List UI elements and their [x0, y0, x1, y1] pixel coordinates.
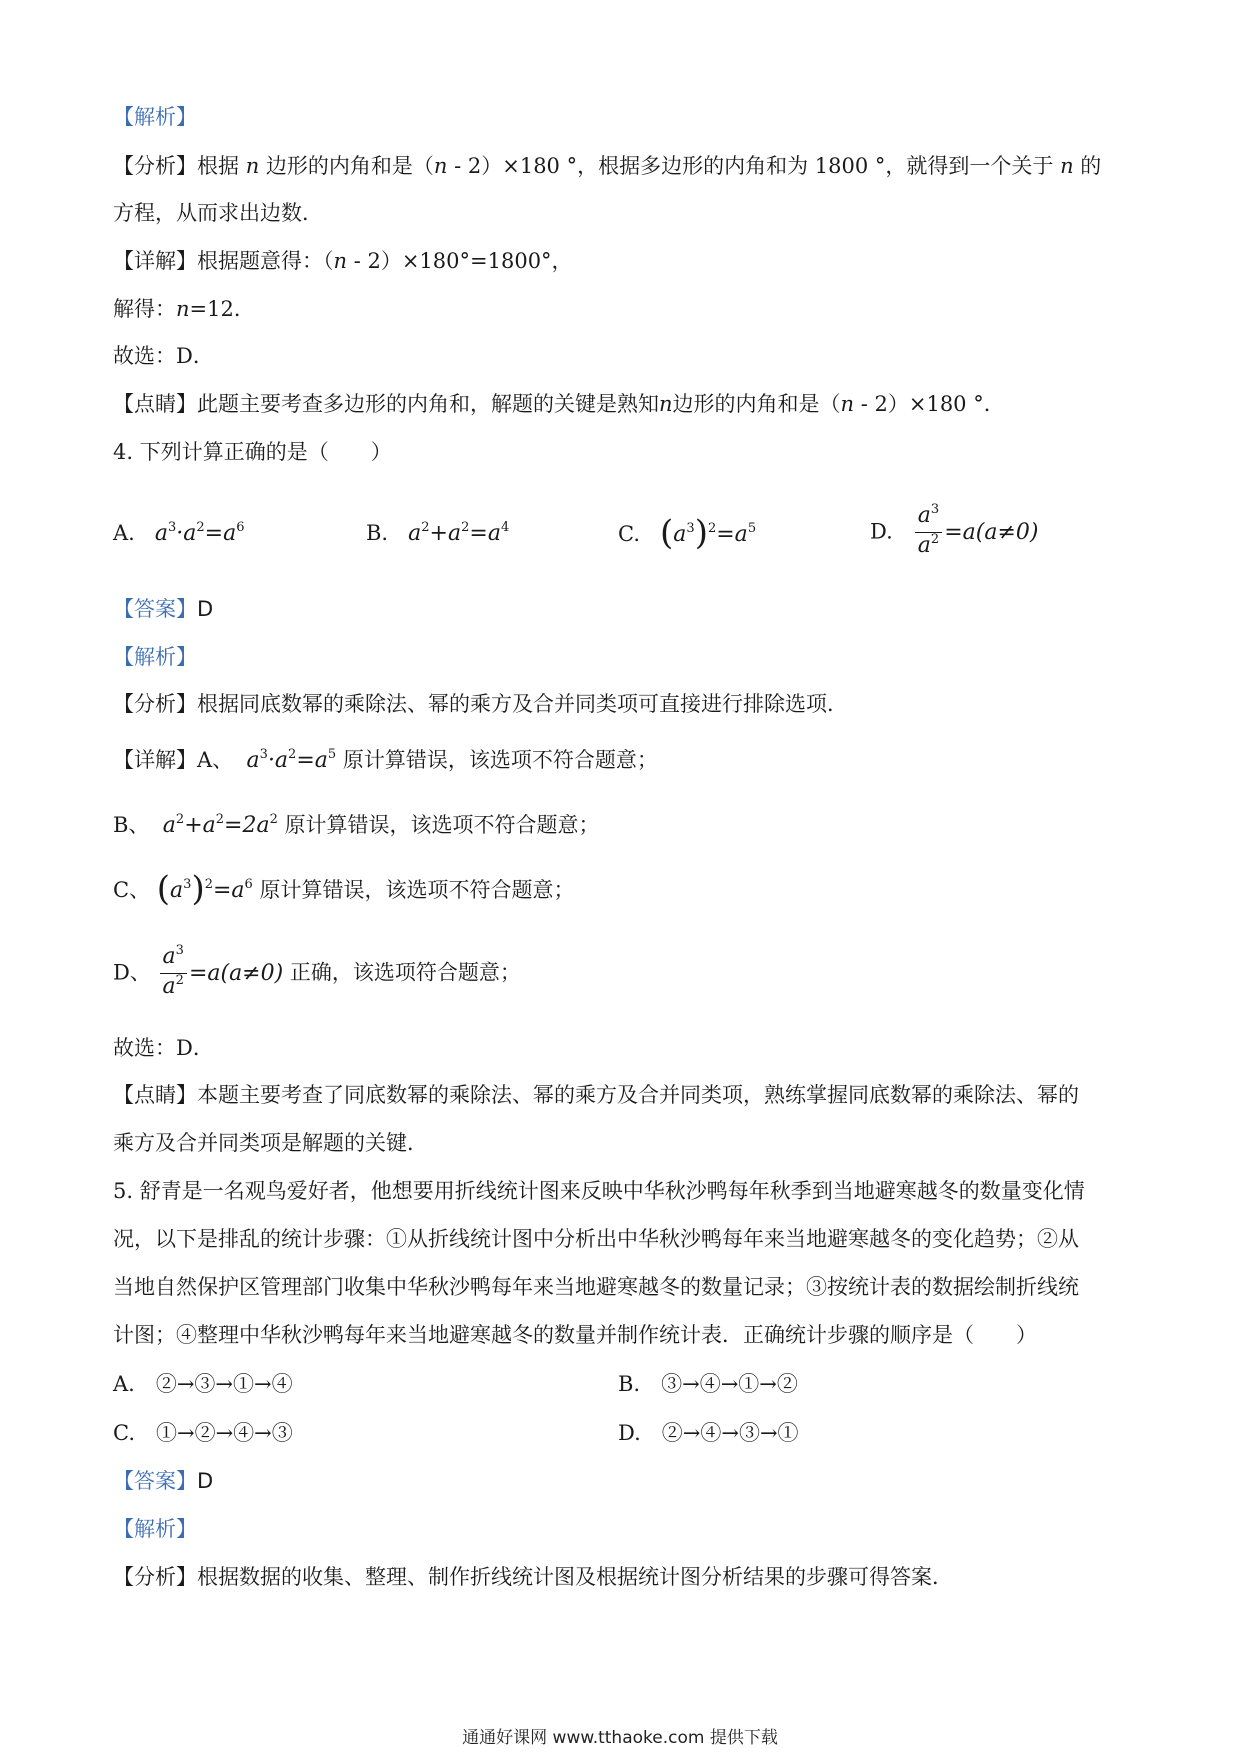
question-5-line3: 当地自然保护区管理部门收集中华秋沙鸭每年来当地避寒越冬的数量记录；③按统计表的数据绘制折线统	[113, 1275, 1079, 1299]
formula: $a^3\cdot a^2=a^6$	[154, 520, 245, 546]
text: =12．	[189, 297, 255, 321]
formula: $(a^3)^2=a^5$	[660, 513, 757, 553]
q3-solve	[113, 294, 1130, 324]
var-n: n	[1060, 154, 1074, 178]
text: B、	[113, 813, 150, 837]
formula: $\frac{a^3}{a^2}$ =a(a≠0)	[913, 520, 1039, 545]
question-5-line4: 计图；④整理中华秋沙鸭每年来当地避寒越冬的数量并制作统计表．正确统计步骤的顺序是（ ）	[113, 1323, 1037, 1347]
text: 边形的内角和是（	[672, 392, 841, 416]
q3-analysis-line2: 方程，从而求出边数．	[113, 201, 323, 225]
question-5-line2: 况，以下是排乱的统计步骤：①从折线统计图中分析出中华秋沙鸭每年来当地避寒越冬的变化趋势；②从	[113, 1227, 1079, 1251]
q4-option-d	[870, 503, 1038, 562]
q5-analysis: 【分析】根据数据的收集、整理、制作折线统计图及根据统计图分析结果的步骤可得答案．	[113, 1565, 953, 1589]
text: 【详解】A、	[113, 748, 234, 772]
page-footer: 通通好课网 www.tthaoke.com 提供下载	[462, 1728, 778, 1748]
question-5-line1: 5. 舒青是一名观鸟爱好者，他想要用折线统计图来反映中华秋沙鸭每年秋季到当地避寒越冬的数量变化情	[113, 1179, 1085, 1203]
q4-comment-line1: 【点睛】本题主要考查了同底数幂的乘除法、幂的乘方及合并同类项，熟练掌握同底数幂的乘除法、幂的	[113, 1083, 1079, 1107]
formula: $\frac{a^3}{a^2}$ =a(a≠0)	[158, 961, 284, 986]
q5-analysis-heading: 【解析】	[113, 1517, 197, 1541]
var-n: n	[245, 154, 260, 178]
formula: $a^2+a^2=2a^2$	[162, 812, 278, 838]
q5-option-d: D. ②→④→③→①	[618, 1421, 799, 1445]
text: 解得：	[113, 297, 176, 321]
analysis-heading: 【解析】	[113, 105, 197, 129]
text: - 2）×180°=1800°，	[347, 249, 573, 273]
var-n: n	[333, 249, 348, 273]
text: 【详解】根据题意得：（	[113, 249, 334, 273]
q4-detail-c	[113, 869, 1130, 909]
q4-option-c	[618, 513, 757, 553]
text: 的	[1073, 154, 1102, 178]
text: 原计算错误，该选项不符合题意；	[259, 878, 575, 902]
question-4: 4. 下列计算正确的是（ ）	[113, 440, 392, 464]
text: 【分析】根据	[113, 154, 246, 178]
var-n: n	[176, 297, 190, 321]
text: 原计算错误，该选项不符合题意；	[284, 813, 600, 837]
q4-analysis-heading: 【解析】	[113, 645, 197, 669]
option-label: D.	[870, 519, 893, 544]
q3-comment	[113, 389, 1130, 419]
text: - 2）×180 °，根据多边形的内角和为 1800 °，就得到一个关于	[447, 154, 1061, 178]
q3-analysis-line1	[113, 151, 1130, 181]
option-label: B.	[366, 521, 389, 545]
q4-comment-line2: 乘方及合并同类项是解题的关键．	[113, 1131, 428, 1155]
formula: $a^2+a^2=a^4$	[408, 520, 510, 546]
q4-detail-d	[113, 944, 1130, 1003]
q4-option-a	[113, 518, 245, 552]
q4-detail-b	[113, 810, 1130, 844]
text: - 2）×180 °．	[854, 392, 1005, 416]
var-n: n	[659, 392, 673, 416]
q5-answer	[113, 1466, 1130, 1496]
formula: $(a^3)^2=a^6$	[156, 869, 253, 909]
q4-detail-a	[113, 745, 1130, 779]
option-label: A.	[113, 521, 135, 545]
var-n: n	[433, 154, 448, 178]
answer-value: D	[197, 597, 214, 621]
text: 边形的内角和是（	[259, 154, 434, 178]
text: 【点睛】此题主要考查多边形的内角和，解题的关键是熟知	[113, 392, 659, 416]
text: 正确，该选项符合题意；	[289, 960, 521, 985]
q5-option-a: A. ②→③→①→④	[113, 1372, 293, 1396]
text: C、	[113, 878, 151, 902]
formula: $a^3\cdot a^2=a^5$	[246, 747, 337, 773]
q4-choice: 故选：D．	[113, 1036, 214, 1060]
text: 原计算错误，该选项不符合题意；	[342, 748, 658, 772]
answer-heading: 【答案】	[113, 597, 197, 621]
q5-option-c: C. ①→②→④→③	[113, 1421, 293, 1445]
option-label: C.	[618, 522, 640, 546]
answer-value: D	[197, 1469, 214, 1493]
q5-option-b: B. ③→④→①→②	[618, 1372, 798, 1396]
answer-heading: 【答案】	[113, 1469, 197, 1493]
q3-choice: 故选：D．	[113, 344, 214, 368]
q4-answer	[113, 594, 1130, 624]
q4-analysis: 【分析】根据同底数幂的乘除法、幂的乘方及合并同类项可直接进行排除选项．	[113, 692, 848, 716]
var-n: n	[840, 392, 855, 416]
q3-detail	[113, 246, 1130, 276]
q4-option-b	[366, 518, 509, 552]
text: D、	[113, 960, 151, 985]
